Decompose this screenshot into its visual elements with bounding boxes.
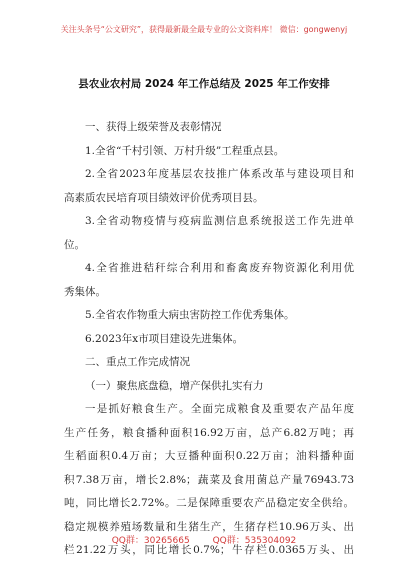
- body-line: 二、重点工作完成情况: [85, 356, 190, 368]
- document-title: 县农业农村局 2024 年工作总结及 2025 年工作安排: [78, 78, 330, 90]
- body-line: 生产任务，粮食播种面积16.92万亩，总产6.82万吨；再: [64, 426, 354, 439]
- body-line: 4.全省推进秸秆综合利用和畜禽废弃物资源化利用优: [85, 262, 354, 274]
- body-line: 稳定规模养殖场数量和生猪生产，生猪存栏10.96万头、出: [64, 520, 354, 533]
- body-line: 6.2023年x市项目建设先进集体。: [85, 332, 244, 345]
- body-line: 2.全省2023年度基层农技推广体系改革与建设项目和: [85, 168, 354, 180]
- body-line: 位。: [64, 238, 85, 251]
- header-promo-note: 关注头条号“公文研究”，获得最新最全最专业的公文资料库！ 微信：gongwenyj: [60, 25, 348, 34]
- body-line: （一）聚焦底盘稳，增产保供扎实有力: [85, 379, 264, 392]
- body-line: 高素质农民培育项目绩效评价优秀项目县。: [64, 191, 264, 204]
- footer-qq-groups: [0, 533, 408, 546]
- footer-qq-group-2: QQ群：535304092: [212, 536, 297, 546]
- body-line: 栏21.22万头，同比增长0.7%；牛存栏0.0365万头、出: [64, 544, 354, 556]
- body-line: 生稻面积0.4万亩；大豆播种面积0.22万亩；油料播种面: [64, 450, 354, 462]
- body-line: 积7.38万亩，增长2.8%；蔬菜及食用菌总产量76943.73: [64, 473, 354, 486]
- body-line: 5.全省农作物重大病虫害防控工作优秀集体。: [85, 309, 295, 321]
- body-line: 1.全省“千村引领、万村升级”工程重点县。: [85, 144, 285, 157]
- body-line: 吨，同比增长2.72%。二是保障重要农产品稳定安全供给。: [64, 497, 354, 509]
- body-line: 秀集体。: [64, 285, 106, 298]
- document-body: [64, 116, 354, 563]
- body-line: 一是抓好粮食生产。全面完成粮食及重要农产品年度: [85, 403, 354, 415]
- body-line: 一、获得上级荣誉及表彰情况: [85, 121, 222, 133]
- footer-qq-group-1: QQ群：30265665: [111, 536, 190, 546]
- body-line: 3.全省动物疫情与疫病监测信息系统报送工作先进单: [85, 215, 354, 227]
